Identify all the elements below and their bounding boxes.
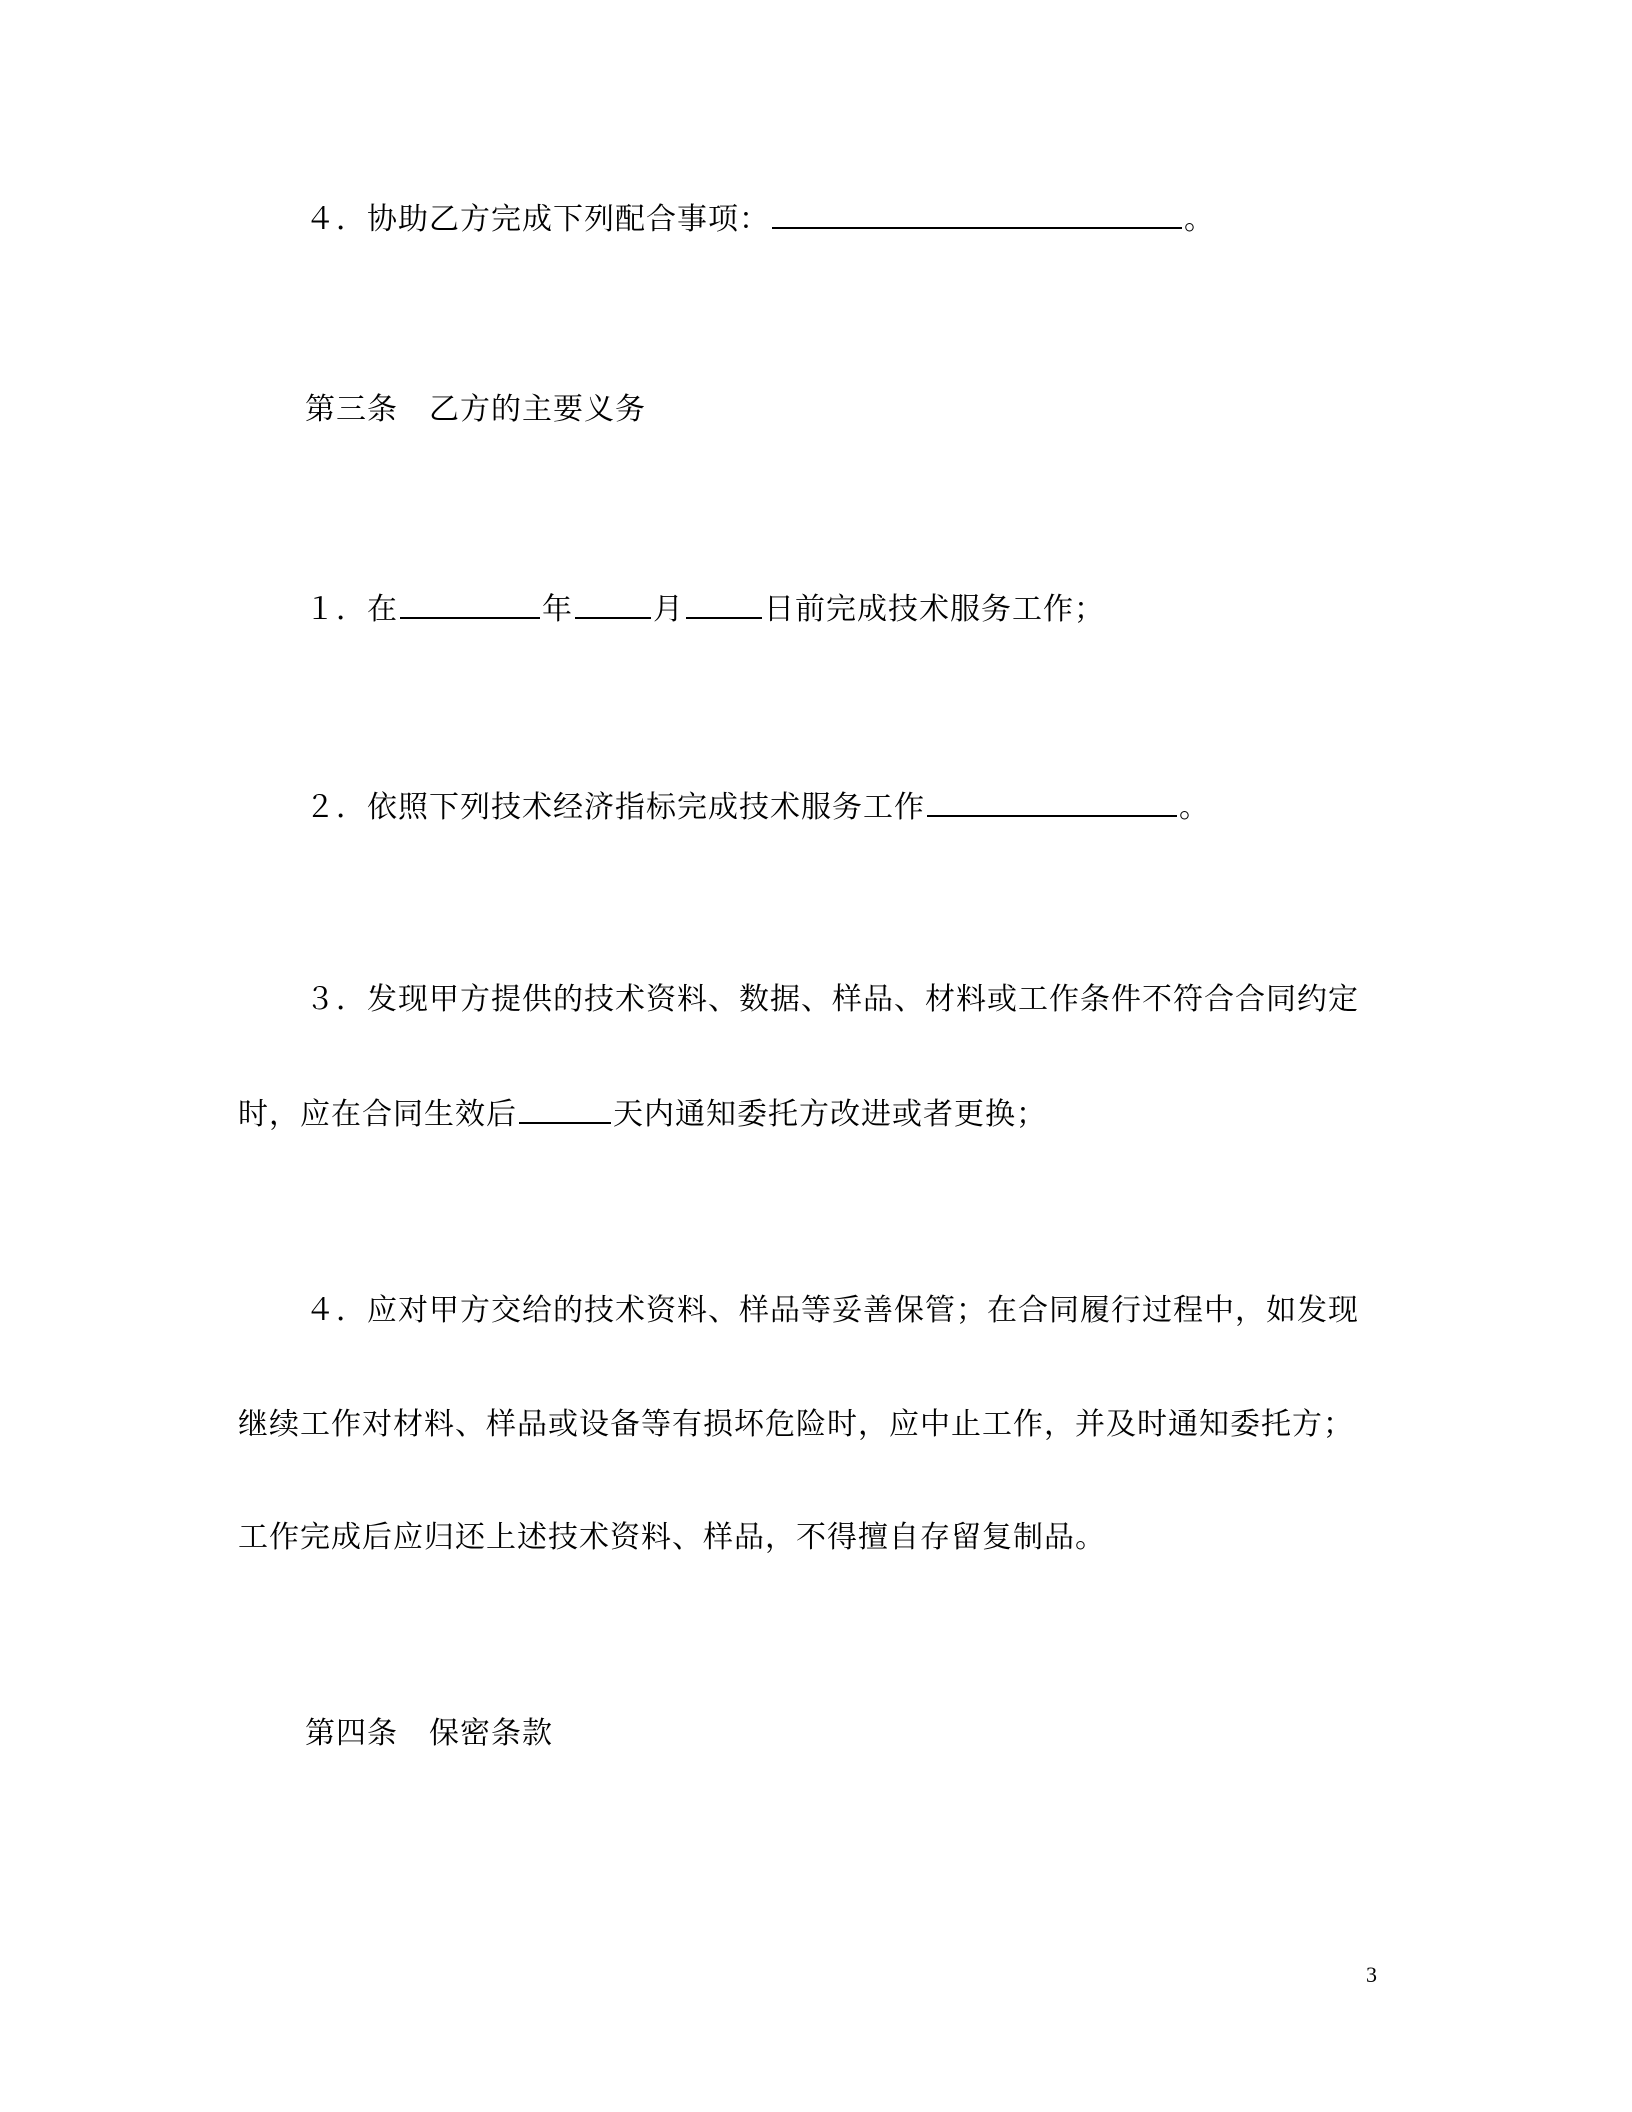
item-3-line-1-text: ３．发现甲方提供的技术资料、数据、样品、材料或工作条件不符合合同约定 [305, 982, 1359, 1017]
blank-month [575, 587, 651, 619]
blank-field [927, 785, 1177, 817]
article-4-heading [305, 1714, 553, 1754]
article-3-item-4-line-2 [238, 1405, 1354, 1445]
item-3-line-2-text-a: 时，应在合同生效后 [238, 1097, 517, 1132]
article-4-heading-text: 第四条 保密条款 [305, 1716, 553, 1751]
blank-year [400, 587, 540, 619]
article-3-item-3-line-2 [238, 1092, 1047, 1135]
blank-day [686, 587, 762, 619]
item-3-line-2-text-b: 天内通知委托方改进或者更换； [613, 1097, 1047, 1132]
article-3-item-1 [305, 587, 1105, 630]
period-mark: 。 [1184, 202, 1215, 237]
item-4-line-2-text: 继续工作对材料、样品或设备等有损坏危险时，应中止工作，并及时通知委托方； [238, 1407, 1354, 1442]
blank-days [519, 1092, 611, 1124]
article-3-heading [305, 390, 646, 430]
article-3-item-4-line-1 [305, 1291, 1359, 1331]
item-4-line-3-text: 工作完成后应归还上述技术资料、样品，不得擅自存留复制品。 [238, 1520, 1106, 1555]
month-label: 月 [653, 592, 684, 627]
article-3-item-3-line-1 [305, 980, 1359, 1020]
item-2-text: ２．依照下列技术经济指标完成技术服务工作 [305, 790, 925, 825]
clause-2-item-4-text: ４．协助乙方完成下列配合事项： [305, 202, 770, 237]
blank-field [772, 197, 1182, 229]
page-number: 3 [1366, 1962, 1377, 1987]
article-3-item-4-line-3 [238, 1518, 1106, 1558]
year-label: 年 [542, 592, 573, 627]
item-4-line-1-text: ４．应对甲方交给的技术资料、样品等妥善保管；在合同履行过程中，如发现 [305, 1293, 1359, 1328]
article-3-item-2 [305, 785, 1210, 828]
period-mark: 。 [1179, 790, 1210, 825]
item-1-suffix: 日前完成技术服务工作； [764, 592, 1105, 627]
item-1-prefix: １．在 [305, 592, 398, 627]
article-3-heading-text: 第三条 乙方的主要义务 [305, 392, 646, 427]
clause-2-item-4 [305, 197, 1215, 240]
